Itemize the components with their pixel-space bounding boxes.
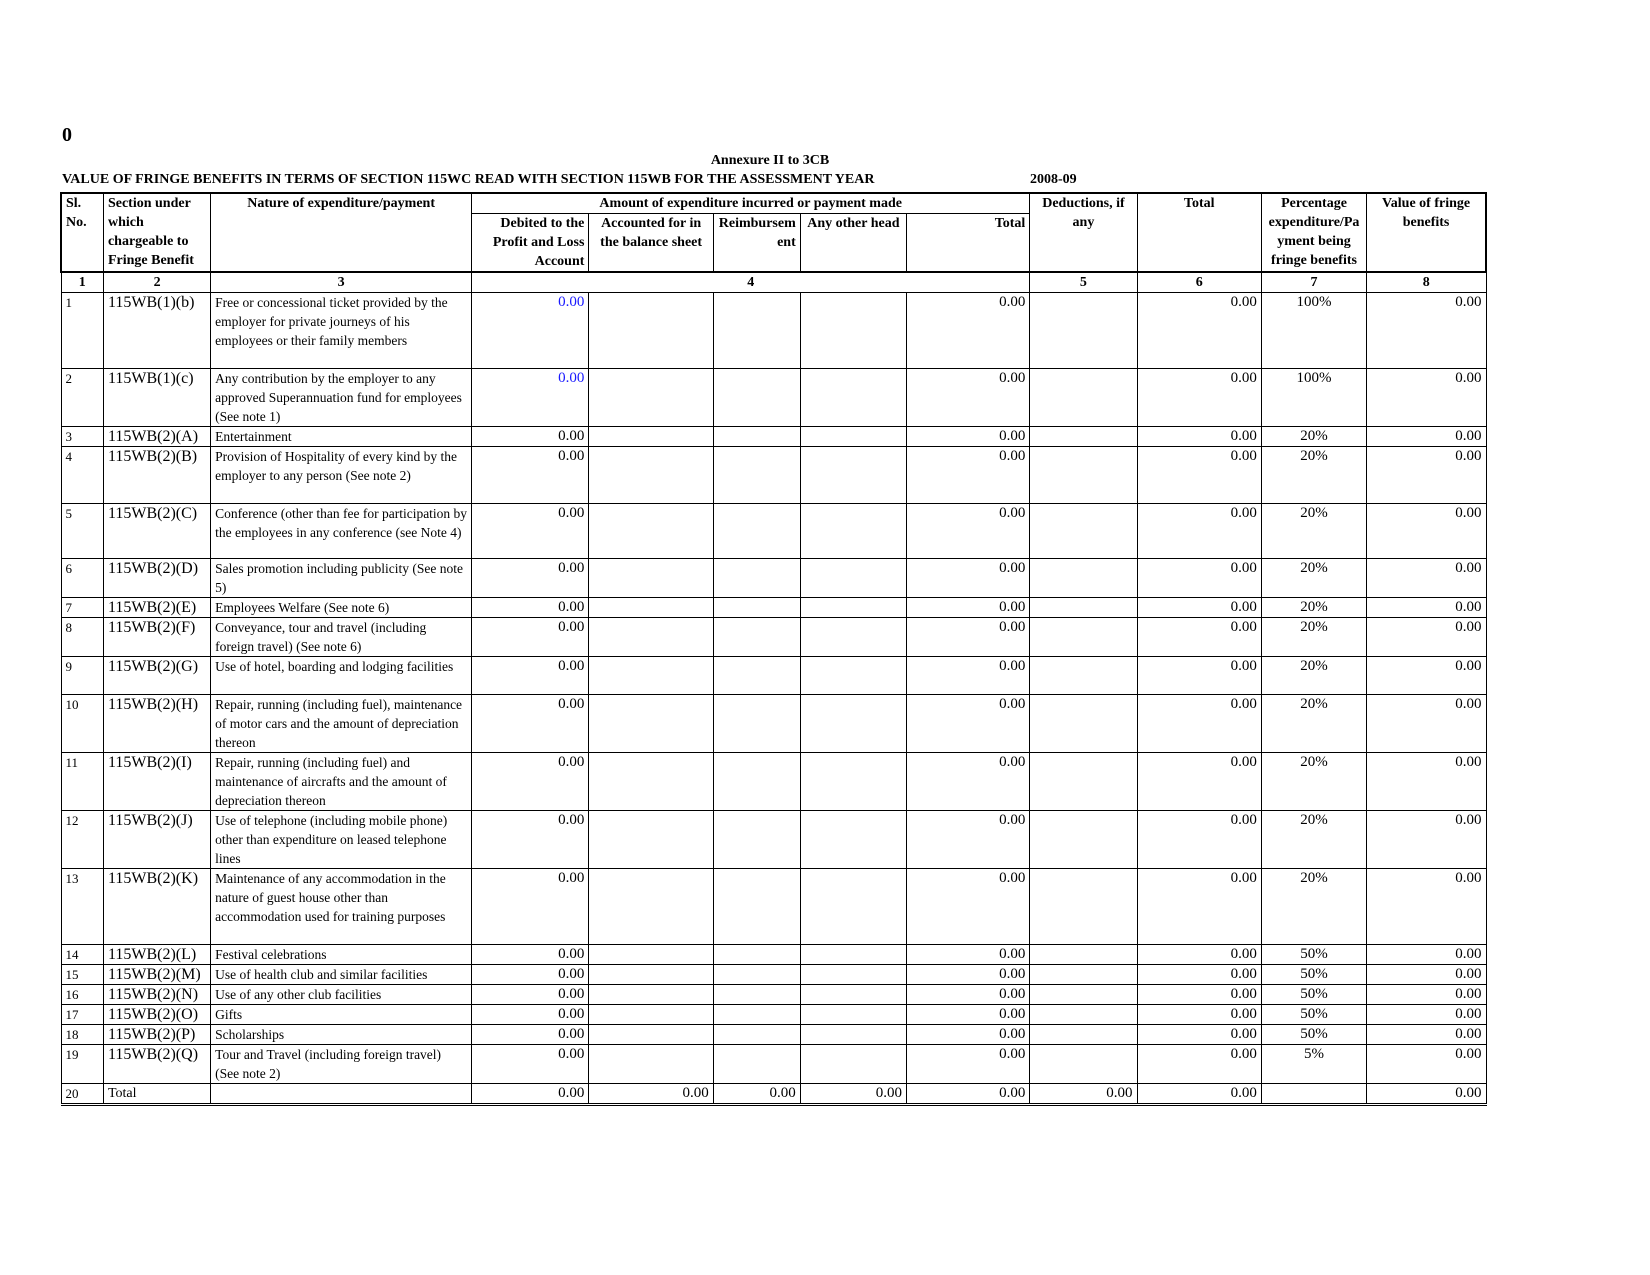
row-percentage: 20%: [1261, 504, 1366, 559]
row-total: 0.00: [1137, 945, 1261, 965]
row-sl: 7: [61, 598, 103, 618]
empty-cell: [713, 811, 800, 869]
row-subtotal: 0.00: [906, 753, 1029, 811]
empty-cell: [1030, 1025, 1137, 1045]
empty-cell: [589, 1025, 713, 1045]
empty-cell: [713, 695, 800, 753]
row-value: 0.00: [1367, 869, 1486, 945]
empty-cell: [589, 369, 713, 427]
row-sl: 19: [61, 1045, 103, 1084]
table-row: [61, 1005, 1486, 1025]
row-percentage: 50%: [1261, 1025, 1366, 1045]
row-subtotal: 0.00: [906, 869, 1029, 945]
total-deductions: 0.00: [1030, 1084, 1137, 1105]
row-value: 0.00: [1367, 1025, 1486, 1045]
row-subtotal: 0.00: [906, 1045, 1029, 1084]
total-value: 0.00: [1367, 1084, 1486, 1105]
row-sl: 14: [61, 945, 103, 965]
empty-cell: [713, 1025, 800, 1045]
empty-cell: [589, 657, 713, 695]
empty-cell: [1030, 811, 1137, 869]
table-row: [61, 811, 1486, 869]
row-total: 0.00: [1137, 1005, 1261, 1025]
empty-cell: [713, 1045, 800, 1084]
row-debited: 0.00: [472, 427, 589, 447]
empty-cell: [589, 753, 713, 811]
row-section: 115WB(2)(A): [103, 427, 210, 447]
row-sl: 1: [61, 293, 103, 369]
row-percentage: 20%: [1261, 427, 1366, 447]
row-debited: 0.00: [472, 618, 589, 657]
row-nature: Any contribution by the employer to any approved Superannuation fund for employees (See note 1): [211, 369, 472, 427]
row-sl: 12: [61, 811, 103, 869]
row-percentage: 20%: [1261, 657, 1366, 695]
row-sl: 9: [61, 657, 103, 695]
row-section: 115WB(2)(Q): [103, 1045, 210, 1084]
row-debited: 0.00: [472, 869, 589, 945]
empty-cell: [1030, 753, 1137, 811]
row-subtotal: 0.00: [906, 427, 1029, 447]
empty-cell: [1030, 1005, 1137, 1025]
empty-cell: [713, 504, 800, 559]
empty-cell: [800, 1025, 906, 1045]
empty-cell: [1030, 695, 1137, 753]
row-section: 115WB(2)(P): [103, 1025, 210, 1045]
total-subtotal: 0.00: [906, 1084, 1029, 1105]
row-value: 0.00: [1367, 369, 1486, 427]
row-sl: 6: [61, 559, 103, 598]
annexure-title: Annexure II to 3CB: [710, 153, 830, 168]
empty-cell: [589, 618, 713, 657]
row-section: 115WB(2)(F): [103, 618, 210, 657]
empty-cell: [1030, 504, 1137, 559]
row-value: 0.00: [1367, 695, 1486, 753]
empty-cell: [1030, 657, 1137, 695]
row-sl: 3: [61, 427, 103, 447]
table-row: [61, 293, 1486, 369]
row-percentage: 50%: [1261, 1005, 1366, 1025]
assessment-year: 2008-09: [1030, 172, 1077, 187]
empty-cell: [800, 427, 906, 447]
row-subtotal: 0.00: [906, 618, 1029, 657]
column-number: 8: [1367, 272, 1486, 293]
row-nature: Scholarships: [211, 1025, 472, 1045]
row-percentage: 50%: [1261, 965, 1366, 985]
empty-cell: [1030, 869, 1137, 945]
row-value: 0.00: [1367, 559, 1486, 598]
row-nature: Use of telephone (including mobile phone) other than expenditure on leased telephone lines: [211, 811, 472, 869]
row-subtotal: 0.00: [906, 695, 1029, 753]
table-row: [61, 1025, 1486, 1045]
empty-cell: [800, 559, 906, 598]
header-accounted: Accounted for in the balance sheet: [589, 214, 713, 273]
row-sl: 10: [61, 695, 103, 753]
column-number: 6: [1137, 272, 1261, 293]
table-row: [61, 559, 1486, 598]
table-row: [61, 985, 1486, 1005]
row-percentage: 20%: [1261, 618, 1366, 657]
row-debited: 0.00: [472, 657, 589, 695]
total-debited: 0.00: [472, 1084, 589, 1105]
table-row: [61, 1045, 1486, 1084]
row-subtotal: 0.00: [906, 811, 1029, 869]
row-debited: 0.00: [472, 753, 589, 811]
row-total: 0.00: [1137, 618, 1261, 657]
empty-cell: [800, 1045, 906, 1084]
empty-cell: [800, 369, 906, 427]
empty-cell: [1030, 945, 1137, 965]
empty-cell: [713, 559, 800, 598]
empty-cell: [713, 369, 800, 427]
row-debited: 0.00: [472, 293, 589, 369]
row-nature: Conveyance, tour and travel (including foreign travel) (See note 6): [211, 618, 472, 657]
row-nature: Entertainment: [211, 427, 472, 447]
table-row: [61, 369, 1486, 427]
row-nature: Repair, running (including fuel) and maintenance of aircrafts and the amount of depreciation thereon: [211, 753, 472, 811]
header-other-head: Any other head: [800, 214, 906, 273]
row-value: 0.00: [1367, 598, 1486, 618]
row-total: 0.00: [1137, 869, 1261, 945]
row-nature: Use of hotel, boarding and lodging facilities: [211, 657, 472, 695]
table-row: [61, 598, 1486, 618]
header-debited: Debited to the Profit and Loss Account: [472, 214, 589, 273]
empty-cell: [800, 618, 906, 657]
header-sl: Sl. No.: [61, 193, 103, 272]
header-percentage: Percentage expenditure/Pa yment being fringe benefits: [1261, 193, 1366, 272]
total-row: [61, 1084, 1486, 1105]
header-reimbursement: Reimbursem ent: [713, 214, 800, 273]
empty-cell: [589, 427, 713, 447]
row-value: 0.00: [1367, 811, 1486, 869]
column-number: 5: [1030, 272, 1137, 293]
row-section: 115WB(2)(L): [103, 945, 210, 965]
row-total: 0.00: [1137, 657, 1261, 695]
empty-cell: [1030, 618, 1137, 657]
corner-number: 0: [62, 124, 72, 146]
empty-cell: [800, 811, 906, 869]
row-nature: Provision of Hospitality of every kind by the employer to any person (See note 2): [211, 447, 472, 504]
empty-cell: [713, 985, 800, 1005]
empty-cell: [1030, 369, 1137, 427]
row-debited: 0.00: [472, 985, 589, 1005]
row-nature: Use of any other club facilities: [211, 985, 472, 1005]
empty-cell: [800, 504, 906, 559]
row-total: 0.00: [1137, 753, 1261, 811]
total-reimbursement: 0.00: [713, 1084, 800, 1105]
row-subtotal: 0.00: [906, 369, 1029, 427]
empty-cell: [800, 1005, 906, 1025]
table-row: [61, 657, 1486, 695]
total-total: 0.00: [1137, 1084, 1261, 1105]
row-section: 115WB(2)(M): [103, 965, 210, 985]
empty-cell: [713, 618, 800, 657]
empty-cell: [800, 945, 906, 965]
row-percentage: 20%: [1261, 447, 1366, 504]
column-number: 1: [61, 272, 103, 293]
table-row: [61, 869, 1486, 945]
empty-cell: [211, 1084, 472, 1105]
table-row: [61, 945, 1486, 965]
row-debited: 0.00: [472, 369, 589, 427]
row-percentage: 20%: [1261, 869, 1366, 945]
empty-cell: [800, 598, 906, 618]
row-nature: Tour and Travel (including foreign travel) (See note 2): [211, 1045, 472, 1084]
row-debited: 0.00: [472, 945, 589, 965]
row-percentage: 50%: [1261, 945, 1366, 965]
row-percentage: 5%: [1261, 1045, 1366, 1084]
empty-cell: [1030, 559, 1137, 598]
header-value: Value of fringe benefits: [1367, 193, 1486, 272]
header-nature: Nature of expenditure/payment: [211, 193, 472, 272]
row-sl: 4: [61, 447, 103, 504]
empty-cell: [713, 293, 800, 369]
empty-cell: [713, 447, 800, 504]
row-section: 115WB(2)(G): [103, 657, 210, 695]
empty-cell: [1030, 1045, 1137, 1084]
empty-cell: [713, 945, 800, 965]
row-nature: Conference (other than fee for participation by the employees in any conference (see Note 4): [211, 504, 472, 559]
empty-cell: [589, 1045, 713, 1084]
row-total: 0.00: [1137, 965, 1261, 985]
row-debited: 0.00: [472, 811, 589, 869]
row-total: 0.00: [1137, 985, 1261, 1005]
table-row: [61, 427, 1486, 447]
row-total: 0.00: [1137, 598, 1261, 618]
row-percentage: 20%: [1261, 559, 1366, 598]
row-section: 115WB(1)(c): [103, 369, 210, 427]
empty-cell: [589, 695, 713, 753]
row-value: 0.00: [1367, 447, 1486, 504]
row-total: 0.00: [1137, 427, 1261, 447]
row-total: 0.00: [1137, 559, 1261, 598]
row-value: 0.00: [1367, 504, 1486, 559]
row-value: 0.00: [1367, 985, 1486, 1005]
row-section: 115WB(2)(H): [103, 695, 210, 753]
empty-cell: [713, 1005, 800, 1025]
row-nature: Gifts: [211, 1005, 472, 1025]
row-debited: 0.00: [472, 447, 589, 504]
empty-cell: [589, 869, 713, 945]
row-section: 115WB(2)(O): [103, 1005, 210, 1025]
row-debited: 0.00: [472, 559, 589, 598]
header-subtotal: Total: [906, 214, 1029, 273]
empty-cell: [713, 965, 800, 985]
row-sl: 17: [61, 1005, 103, 1025]
header-deductions: Deductions, if any: [1030, 193, 1137, 272]
row-debited: 0.00: [472, 1005, 589, 1025]
row-value: 0.00: [1367, 1045, 1486, 1084]
empty-cell: [589, 447, 713, 504]
empty-cell: [1261, 1084, 1366, 1105]
empty-cell: [713, 657, 800, 695]
row-nature: Free or concessional ticket provided by the employer for private journeys of his employees or their family members: [211, 293, 472, 369]
row-subtotal: 0.00: [906, 965, 1029, 985]
row-nature: Employees Welfare (See note 6): [211, 598, 472, 618]
row-total: 0.00: [1137, 695, 1261, 753]
empty-cell: [589, 965, 713, 985]
row-sl: 13: [61, 869, 103, 945]
table-row: [61, 504, 1486, 559]
header-total: Total: [1137, 193, 1261, 272]
row-nature: Sales promotion including publicity (See note 5): [211, 559, 472, 598]
empty-cell: [1030, 985, 1137, 1005]
empty-cell: [589, 985, 713, 1005]
row-total: 0.00: [1137, 293, 1261, 369]
row-section: 115WB(1)(b): [103, 293, 210, 369]
column-number: 2: [103, 272, 210, 293]
row-sl: 11: [61, 753, 103, 811]
row-total: 0.00: [1137, 447, 1261, 504]
empty-cell: [713, 598, 800, 618]
row-nature: Repair, running (including fuel), maintenance of motor cars and the amount of depreciation thereon: [211, 695, 472, 753]
row-subtotal: 0.00: [906, 559, 1029, 598]
row-sl: 18: [61, 1025, 103, 1045]
row-section: 115WB(2)(J): [103, 811, 210, 869]
header-section: Section under which chargeable to Fringe Benefit: [103, 193, 210, 272]
empty-cell: [713, 869, 800, 945]
row-sl: 15: [61, 965, 103, 985]
empty-cell: [1030, 447, 1137, 504]
column-number: 7: [1261, 272, 1366, 293]
row-value: 0.00: [1367, 1005, 1486, 1025]
main-title: VALUE OF FRINGE BENEFITS IN TERMS OF SECTION 115WC READ WITH SECTION 115WB FOR THE ASSESSMENT YEAR: [62, 172, 875, 187]
empty-cell: [800, 293, 906, 369]
table-row: [61, 447, 1486, 504]
empty-cell: [1030, 965, 1137, 985]
fringe-benefit-table: [60, 192, 1487, 1106]
row-percentage: 20%: [1261, 753, 1366, 811]
row-sl: 8: [61, 618, 103, 657]
row-debited: 0.00: [472, 598, 589, 618]
row-section: 115WB(2)(D): [103, 559, 210, 598]
row-value: 0.00: [1367, 945, 1486, 965]
row-debited: 0.00: [472, 695, 589, 753]
row-percentage: 20%: [1261, 598, 1366, 618]
table-row: [61, 965, 1486, 985]
empty-cell: [800, 753, 906, 811]
row-total: 0.00: [1137, 1025, 1261, 1045]
row-section: 115WB(2)(E): [103, 598, 210, 618]
row-value: 0.00: [1367, 427, 1486, 447]
row-sl: 2: [61, 369, 103, 427]
empty-cell: [713, 753, 800, 811]
row-subtotal: 0.00: [906, 945, 1029, 965]
row-section: 115WB(2)(B): [103, 447, 210, 504]
row-nature: Festival celebrations: [211, 945, 472, 965]
row-section: 115WB(2)(I): [103, 753, 210, 811]
empty-cell: [589, 293, 713, 369]
row-value: 0.00: [1367, 965, 1486, 985]
row-subtotal: 0.00: [906, 985, 1029, 1005]
row-subtotal: 0.00: [906, 504, 1029, 559]
row-nature: Maintenance of any accommodation in the nature of guest house other than accommodation used for training purposes: [211, 869, 472, 945]
column-number: 4: [472, 272, 1030, 293]
row-subtotal: 0.00: [906, 293, 1029, 369]
row-section: 115WB(2)(K): [103, 869, 210, 945]
row-total: 0.00: [1137, 504, 1261, 559]
row-total: 0.00: [1137, 369, 1261, 427]
row-subtotal: 0.00: [906, 598, 1029, 618]
table-row: [61, 753, 1486, 811]
empty-cell: [1030, 598, 1137, 618]
empty-cell: [589, 559, 713, 598]
row-subtotal: 0.00: [906, 447, 1029, 504]
row-debited: 0.00: [472, 965, 589, 985]
header-amount-group: Amount of expenditure incurred or payment made: [472, 193, 1030, 214]
total-label: Total: [103, 1084, 210, 1105]
row-value: 0.00: [1367, 293, 1486, 369]
empty-cell: [589, 504, 713, 559]
empty-cell: [800, 869, 906, 945]
row-percentage: 100%: [1261, 369, 1366, 427]
empty-cell: [589, 1005, 713, 1025]
empty-cell: [800, 695, 906, 753]
empty-cell: [800, 657, 906, 695]
row-subtotal: 0.00: [906, 1005, 1029, 1025]
empty-cell: [1030, 427, 1137, 447]
empty-cell: [800, 985, 906, 1005]
empty-cell: [1030, 293, 1137, 369]
row-subtotal: 0.00: [906, 657, 1029, 695]
row-percentage: 50%: [1261, 985, 1366, 1005]
row-value: 0.00: [1367, 753, 1486, 811]
row-total: 0.00: [1137, 811, 1261, 869]
row-debited: 0.00: [472, 1025, 589, 1045]
empty-cell: [589, 945, 713, 965]
row-sl: 16: [61, 985, 103, 1005]
row-value: 0.00: [1367, 618, 1486, 657]
row-debited: 0.00: [472, 1045, 589, 1084]
row-percentage: 20%: [1261, 811, 1366, 869]
empty-cell: [589, 811, 713, 869]
row-section: 115WB(2)(C): [103, 504, 210, 559]
row-section: 115WB(2)(N): [103, 985, 210, 1005]
row-nature: Use of health club and similar facilities: [211, 965, 472, 985]
column-number: 3: [211, 272, 472, 293]
empty-cell: [589, 598, 713, 618]
table-row: [61, 695, 1486, 753]
row-sl: 5: [61, 504, 103, 559]
row-subtotal: 0.00: [906, 1025, 1029, 1045]
empty-cell: [800, 447, 906, 504]
row-sl: 20: [61, 1084, 103, 1105]
row-total: 0.00: [1137, 1045, 1261, 1084]
row-debited: 0.00: [472, 504, 589, 559]
column-number-row: [61, 272, 1486, 293]
empty-cell: [800, 965, 906, 985]
row-value: 0.00: [1367, 657, 1486, 695]
empty-cell: [713, 427, 800, 447]
row-percentage: 100%: [1261, 293, 1366, 369]
total-accounted: 0.00: [589, 1084, 713, 1105]
row-percentage: 20%: [1261, 695, 1366, 753]
table-row: [61, 618, 1486, 657]
total-other-head: 0.00: [800, 1084, 906, 1105]
